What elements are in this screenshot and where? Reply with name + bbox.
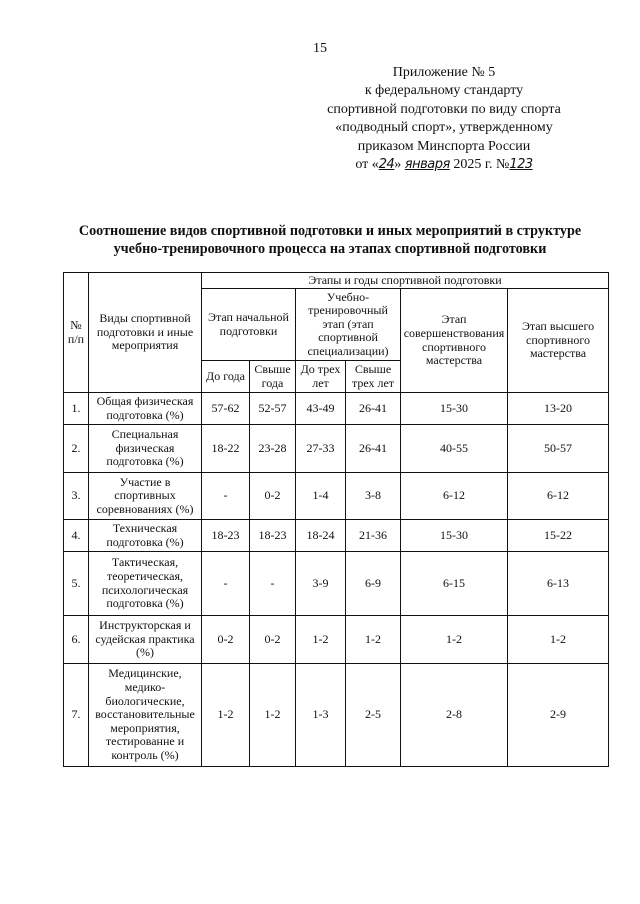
cell: 6-9	[346, 552, 401, 616]
header-initial-stage: Этап начальной подготовки	[202, 289, 296, 361]
row-number: 2.	[64, 425, 89, 473]
training-ratio-table	[63, 272, 609, 767]
cell: 2-5	[346, 664, 401, 767]
cell: 3-9	[296, 552, 346, 616]
table-row	[64, 393, 609, 425]
cell: 0-2	[250, 473, 296, 520]
row-type: Общая физическая подготовка (%)	[89, 393, 202, 425]
appendix-line-5: приказом Минспорта России	[357, 138, 531, 154]
cell: 6-13	[508, 552, 609, 616]
row-type: Инструкторская и судейская практика (%)	[89, 616, 202, 664]
cell: 23-28	[250, 425, 296, 473]
appendix-date-line	[294, 156, 594, 174]
title-line-2: учебно-тренировочного процесса на этапах спортивной подготовки	[113, 241, 547, 257]
cell: 57-62	[202, 393, 250, 425]
appendix-line-4: «подводный спорт», утвержденному	[335, 120, 553, 136]
row-number: 6.	[64, 616, 89, 664]
cell: 43-49	[296, 393, 346, 425]
appendix-line-2: к федеральному стандарту	[364, 83, 524, 99]
row-type: Участие в спортивных соревнованиях (%)	[89, 473, 202, 520]
row-number: 5.	[64, 552, 89, 616]
cell: 18-24	[296, 520, 346, 552]
cell: 1-4	[296, 473, 346, 520]
header-stages: Этапы и годы спортивной подготовки	[202, 273, 609, 289]
row-type: Тактическая, теоретическая, психологическая подготовка (%)	[89, 552, 202, 616]
cell: 21-36	[346, 520, 401, 552]
cell: 50-57	[508, 425, 609, 473]
date-mid: »	[394, 157, 402, 173]
row-type: Специальная физическая подготовка (%)	[89, 425, 202, 473]
table-row	[64, 552, 609, 616]
row-number: 7.	[64, 664, 89, 767]
cell: 15-30	[401, 520, 508, 552]
cell: -	[202, 473, 250, 520]
cell: 15-22	[508, 520, 609, 552]
date-day: 24	[378, 157, 395, 173]
cell: 26-41	[346, 393, 401, 425]
order-number: 123	[509, 157, 533, 173]
header-training-stage: Учебно-тренировочный этап (этап спортивной специализации)	[296, 289, 401, 361]
page-number: 15	[313, 41, 327, 56]
cell: -	[202, 552, 250, 616]
appendix-block	[294, 64, 594, 174]
row-number: 1.	[64, 393, 89, 425]
header-type: Виды спортивной подготовки и иные мероприятия	[89, 273, 202, 393]
cell: 0-2	[250, 616, 296, 664]
cell: 52-57	[250, 393, 296, 425]
table-row	[64, 664, 609, 767]
cell: 27-33	[296, 425, 346, 473]
appendix-line-1: Приложение № 5	[392, 65, 496, 80]
cell: 18-23	[250, 520, 296, 552]
cell: 6-15	[401, 552, 508, 616]
header-over-three-years: Свыше трех лет	[346, 361, 401, 393]
cell: 26-41	[346, 425, 401, 473]
cell: 3-8	[346, 473, 401, 520]
date-month: января	[404, 157, 450, 173]
header-improvement-stage: Этап совершенствования спортивного мастерства	[401, 289, 508, 393]
header-over-year: Свыше года	[250, 361, 296, 393]
table-row	[64, 520, 609, 552]
row-type: Медицинские, медико-биологические, восстановительные мероприятия, тестированне и контроль (%)	[89, 664, 202, 767]
cell: 2-8	[401, 664, 508, 767]
date-prefix: от «	[355, 157, 379, 173]
cell: 1-2	[296, 616, 346, 664]
cell: 13-20	[508, 393, 609, 425]
header-up-to-three-years: До трех лет	[296, 361, 346, 393]
cell: 1-2	[250, 664, 296, 767]
cell: -	[250, 552, 296, 616]
cell: 6-12	[508, 473, 609, 520]
cell: 2-9	[508, 664, 609, 767]
header-up-to-year: До года	[202, 361, 250, 393]
date-year: 2025 г. №	[453, 157, 510, 173]
cell: 15-30	[401, 393, 508, 425]
row-number: 3.	[64, 473, 89, 520]
cell: 0-2	[202, 616, 250, 664]
cell: 1-2	[346, 616, 401, 664]
cell: 6-12	[401, 473, 508, 520]
title-line-1: Соотношение видов спортивной подготовки и иных мероприятий в структуре	[78, 223, 582, 239]
appendix-line-3: спортивной подготовки по виду спорта	[327, 101, 561, 117]
table-row	[64, 616, 609, 664]
header-number: № п/п	[64, 273, 89, 393]
document-title	[40, 222, 620, 258]
cell: 1-2	[508, 616, 609, 664]
cell: 1-3	[296, 664, 346, 767]
cell: 40-55	[401, 425, 508, 473]
header-higher-stage: Этап высшего спортивного мастерства	[508, 289, 609, 393]
row-number: 4.	[64, 520, 89, 552]
cell: 1-2	[202, 664, 250, 767]
table-row	[64, 473, 609, 520]
row-type: Техническая подготовка (%)	[89, 520, 202, 552]
cell: 18-22	[202, 425, 250, 473]
table-row	[64, 425, 609, 473]
cell: 18-23	[202, 520, 250, 552]
cell: 1-2	[401, 616, 508, 664]
